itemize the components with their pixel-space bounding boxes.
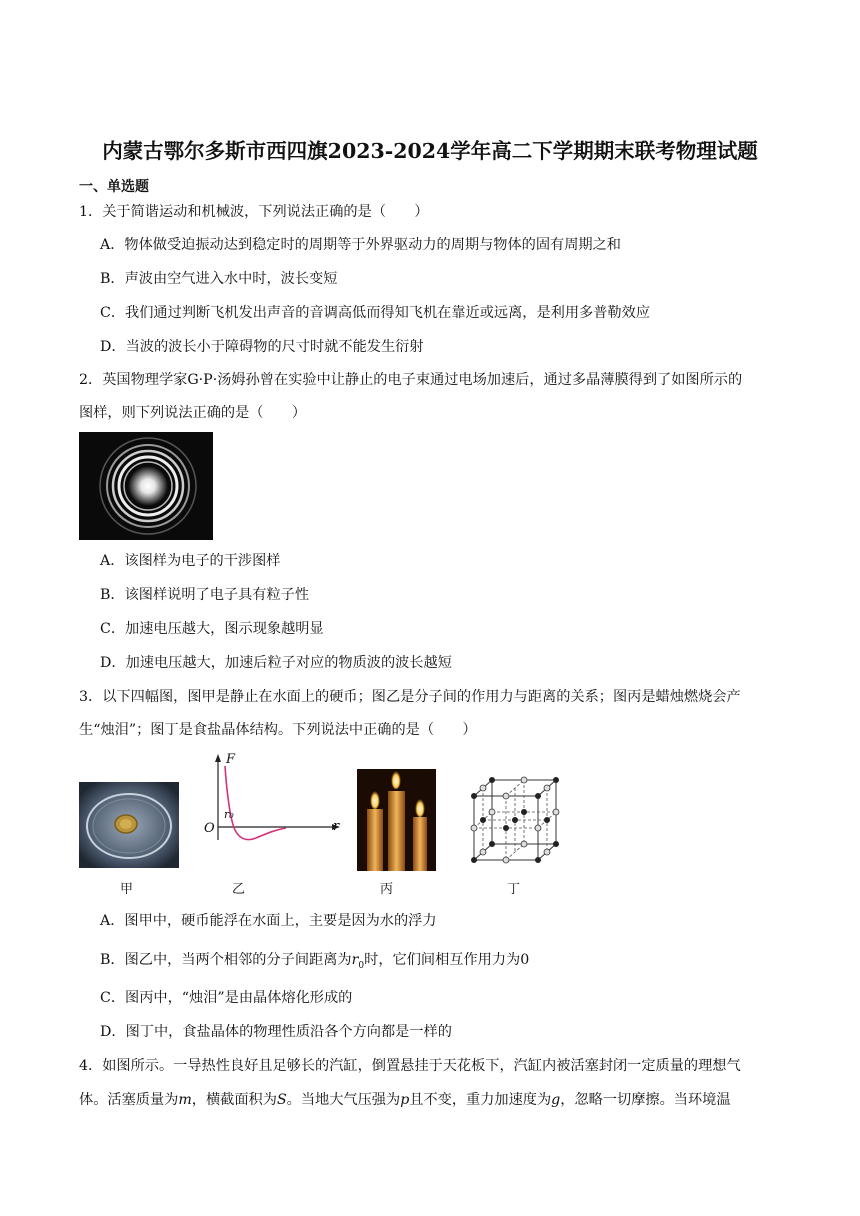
graph-x-label: r	[333, 819, 340, 834]
graph-y-label: F	[226, 752, 236, 767]
question-2-stem-line-1: 2．英国物理学家G·P·汤姆孙曾在实验中让静止的电子束通过电场加速后，通过多晶薄膜得到了如图所示的	[79, 372, 743, 388]
question-4-line-1: 4．如图所示。一导热性良好且足够长的汽缸，倒置悬挂于天花板下，汽缸内被活塞封闭一定质量的理想气	[79, 1058, 741, 1074]
figure-label-bing: 丙	[380, 882, 394, 897]
page-title: 内蒙古鄂尔多斯市西四旗2023-2024学年高二下学期期末联考物理试题	[102, 139, 758, 163]
question-2-option-d: D．加速电压越大，加速后粒子对应的物质波的波长越短	[100, 655, 452, 671]
question-1-option-c: C．我们通过判断飞机发出声音的音调高低而得知飞机在靠近或远离，是利用多普勒效应	[100, 305, 650, 321]
r-subscript: 0	[358, 960, 365, 971]
question-3-option-b	[100, 950, 529, 976]
q4-text-d: 且不变，重力加速度为	[409, 1092, 552, 1108]
q4-var-g: g	[551, 1092, 561, 1108]
question-2-option-c: C．加速电压越大，图示现象越明显	[100, 621, 324, 637]
question-1-stem: 1．关于简谐运动和机械波，下列说法正确的是（ ）	[79, 204, 429, 220]
question-1-option-b: B．声波由空气进入水中时，波长变短	[100, 271, 338, 287]
coin-on-water-image	[79, 782, 179, 868]
graph-r0-label: r₀	[224, 808, 234, 821]
q4-var-s: S	[276, 1092, 287, 1108]
salt-crystal-lattice	[470, 776, 560, 866]
option-b-text-end: 时，它们间相互作用力为0	[364, 952, 530, 968]
question-3-option-a: A．图甲中，硬币能浮在水面上，主要是因为水的浮力	[100, 913, 437, 929]
section-heading: 一、单选题	[79, 179, 149, 195]
question-3-option-d: D．图丁中，食盐晶体的物理性质沿各个方向都是一样的	[100, 1024, 452, 1040]
question-3-option-c: C．图丙中，“烛泪”是由晶体熔化形成的	[100, 990, 353, 1006]
electron-diffraction-image	[79, 432, 213, 540]
q4-var-p: p	[400, 1092, 410, 1108]
question-2-stem-line-2: 图样，则下列说法正确的是（ ）	[79, 405, 307, 421]
question-4-line-2	[79, 1090, 731, 1110]
q4-text-b: ，横截面积为	[191, 1092, 277, 1108]
question-3-stem-line-1: 3．以下四幅图，图甲是静止在水面上的硬币；图乙是分子间的作用力与距离的关系；图丙是蜡烛燃烧会产	[79, 689, 741, 705]
graph-origin-label: O	[204, 821, 215, 836]
q4-text-c: 。当地大气压强为	[286, 1092, 401, 1108]
question-1-option-a: A．物体做受迫振动达到稳定时的周期等于外界驱动力的周期与物体的固有周期之和	[100, 237, 621, 253]
question-2-option-b: B．该图样说明了电子具有粒子性	[100, 587, 310, 603]
q4-text-a: 体。活塞质量为	[79, 1092, 179, 1108]
figure-label-yi: 乙	[232, 882, 246, 897]
q4-text-e: ，忽略一切摩擦。当环境温	[560, 1092, 731, 1108]
force-distance-graph	[198, 752, 346, 842]
q4-var-m: m	[178, 1092, 192, 1108]
option-b-text-start: B．图乙中，当两个相邻的分子间距离为	[100, 952, 352, 968]
figure-label-ding: 丁	[507, 882, 521, 897]
question-2-option-a: A．该图样为电子的干涉图样	[100, 553, 281, 569]
candles-image	[357, 769, 436, 871]
question-3-stem-line-2: 生“烛泪”；图丁是食盐晶体结构。下列说法中正确的是（ ）	[79, 722, 477, 738]
figure-label-jia: 甲	[120, 882, 134, 897]
r-variable: r	[351, 952, 359, 968]
question-1-option-d: D．当波的波长小于障碍物的尺寸时就不能发生衍射	[100, 339, 424, 355]
